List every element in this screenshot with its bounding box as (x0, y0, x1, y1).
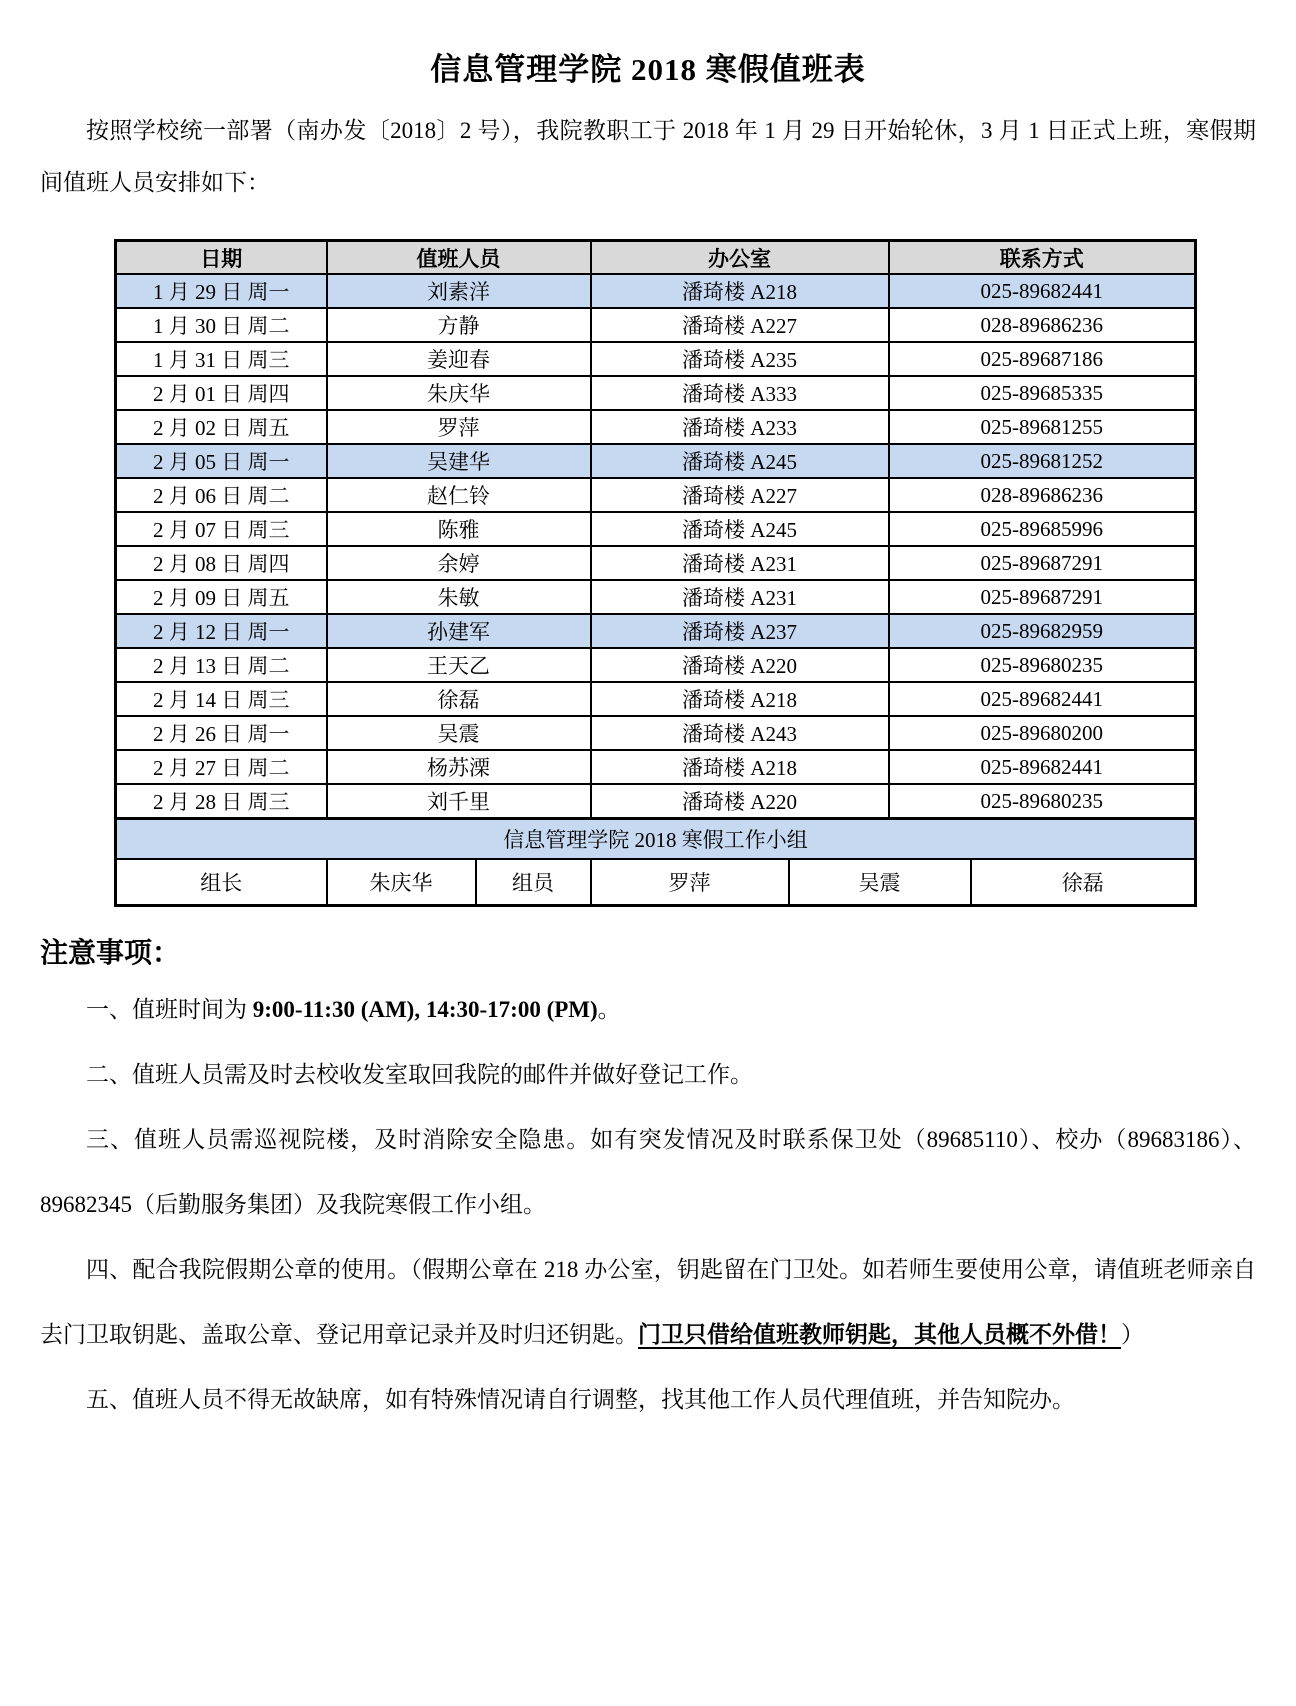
note-1 (40, 977, 1256, 1042)
table-row (116, 512, 1196, 546)
group-title-cell: 信息管理学院 2018 寒假工作小组 (116, 819, 1196, 860)
workgroup-section (116, 819, 1196, 906)
phone-cell: 025-89682441 (889, 750, 1196, 784)
office-cell: 潘琦楼 A231 (591, 580, 889, 614)
group-member-name: 罗萍 (591, 859, 789, 906)
table-row (116, 342, 1196, 376)
date-cell: 2 月 02 日 周五 (116, 410, 327, 444)
office-cell: 潘琦楼 A245 (591, 444, 889, 478)
office-cell: 潘琦楼 A233 (591, 410, 889, 444)
note-4-close-paren: ） (1121, 1322, 1144, 1347)
person-cell: 余婷 (327, 546, 591, 580)
office-cell: 潘琦楼 A235 (591, 342, 889, 376)
date-cell: 2 月 27 日 周二 (116, 750, 327, 784)
note-1-text: 一、值班时间为 (86, 997, 253, 1022)
group-member-name: 吴震 (789, 859, 971, 906)
phone-cell: 025-89681252 (889, 444, 1196, 478)
office-cell: 潘琦楼 A218 (591, 274, 889, 308)
column-header-person: 值班人员 (327, 241, 591, 275)
office-cell: 潘琦楼 A245 (591, 512, 889, 546)
office-cell: 潘琦楼 A231 (591, 546, 889, 580)
person-cell: 姜迎春 (327, 342, 591, 376)
person-cell: 赵仁铃 (327, 478, 591, 512)
column-header-phone: 联系方式 (889, 241, 1196, 275)
group-members-row (116, 859, 1196, 906)
group-title-row (116, 819, 1196, 860)
table-row (116, 308, 1196, 342)
person-cell: 刘千里 (327, 784, 591, 819)
phone-cell: 025-89680235 (889, 648, 1196, 682)
date-cell: 2 月 13 日 周二 (116, 648, 327, 682)
group-leader-label: 组长 (116, 859, 327, 906)
phone-cell: 025-89687186 (889, 342, 1196, 376)
phone-cell: 028-89686236 (889, 308, 1196, 342)
table-row (116, 716, 1196, 750)
note-4-text: 四、配合我院假期公章的使用。（假期公章在 218 办公室，钥匙留在门卫处。如若师生要使用公章，请值班老师亲自去门卫取钥匙、盖取公章、登记用章记录并及时归还钥匙。 (40, 1257, 1256, 1347)
person-cell: 朱庆华 (327, 376, 591, 410)
person-cell: 徐磊 (327, 682, 591, 716)
person-cell: 罗萍 (327, 410, 591, 444)
column-header-office: 办公室 (591, 241, 889, 275)
table-row (116, 750, 1196, 784)
phone-cell: 025-89682959 (889, 614, 1196, 648)
person-cell: 吴建华 (327, 444, 591, 478)
schedule-body (116, 274, 1196, 819)
table-row (116, 478, 1196, 512)
table-row (116, 580, 1196, 614)
office-cell: 潘琦楼 A218 (591, 750, 889, 784)
date-cell: 2 月 07 日 周三 (116, 512, 327, 546)
table-row (116, 784, 1196, 819)
note-4-warning: 门卫只借给值班教师钥匙，其他人员概不外借！ (638, 1322, 1121, 1347)
phone-cell: 028-89686236 (889, 478, 1196, 512)
note-4 (40, 1237, 1256, 1367)
phone-cell: 025-89682441 (889, 274, 1196, 308)
date-cell: 2 月 12 日 周一 (116, 614, 327, 648)
table-row (116, 648, 1196, 682)
notes-heading: 注意事项： (40, 938, 181, 969)
note-1-period: 。 (597, 997, 621, 1022)
page-title: 信息管理学院 2018 寒假值班表 (430, 52, 866, 87)
person-cell: 孙建军 (327, 614, 591, 648)
date-cell: 2 月 08 日 周四 (116, 546, 327, 580)
person-cell: 刘素洋 (327, 274, 591, 308)
date-cell: 2 月 01 日 周四 (116, 376, 327, 410)
office-cell: 潘琦楼 A218 (591, 682, 889, 716)
column-header-date: 日期 (116, 241, 327, 275)
phone-cell: 025-89680235 (889, 784, 1196, 819)
person-cell: 陈雅 (327, 512, 591, 546)
table-row (116, 444, 1196, 478)
table-row (116, 614, 1196, 648)
date-cell: 1 月 30 日 周二 (116, 308, 327, 342)
office-cell: 潘琦楼 A220 (591, 648, 889, 682)
intro-paragraph: 按照学校统一部署（南办发〔2018〕2 号），我院教职工于 2018 年 1 月 29 日开始轮休，3 月 1 日正式上班，寒假期间值班人员安排如下： (40, 118, 1256, 195)
office-cell: 潘琦楼 A243 (591, 716, 889, 750)
office-cell: 潘琦楼 A227 (591, 308, 889, 342)
office-cell: 潘琦楼 A220 (591, 784, 889, 819)
note-1-duty-hours: 9:00-11:30 (AM), 14:30-17:00 (PM) (252, 997, 598, 1022)
date-cell: 2 月 09 日 周五 (116, 580, 327, 614)
phone-cell: 025-89687291 (889, 546, 1196, 580)
phone-cell: 025-89680200 (889, 716, 1196, 750)
table-row (116, 376, 1196, 410)
note-2: 二、值班人员需及时去校收发室取回我院的邮件并做好登记工作。 (86, 1062, 753, 1087)
table-row (116, 546, 1196, 580)
date-cell: 1 月 29 日 周一 (116, 274, 327, 308)
person-cell: 吴震 (327, 716, 591, 750)
date-cell: 2 月 26 日 周一 (116, 716, 327, 750)
note-3: 三、值班人员需巡视院楼，及时消除安全隐患。如有突发情况及时联系保卫处（89685110）、校办（89683186）、89682345（后勤服务集团）及我院寒假工作小组。 (40, 1127, 1256, 1217)
date-cell: 2 月 05 日 周一 (116, 444, 327, 478)
person-cell: 朱敏 (327, 580, 591, 614)
phone-cell: 025-89682441 (889, 682, 1196, 716)
date-cell: 1 月 31 日 周三 (116, 342, 327, 376)
group-members-label: 组员 (476, 859, 591, 906)
note-5: 五、值班人员不得无故缺席，如有特殊情况请自行调整，找其他工作人员代理值班，并告知院办。 (86, 1387, 1075, 1412)
table-row (116, 682, 1196, 716)
phone-cell: 025-89685335 (889, 376, 1196, 410)
office-cell: 潘琦楼 A227 (591, 478, 889, 512)
group-leader-name: 朱庆华 (327, 859, 476, 906)
person-cell: 王天乙 (327, 648, 591, 682)
office-cell: 潘琦楼 A237 (591, 614, 889, 648)
phone-cell: 025-89685996 (889, 512, 1196, 546)
duty-schedule-table (114, 239, 1197, 907)
office-cell: 潘琦楼 A333 (591, 376, 889, 410)
phone-cell: 025-89687291 (889, 580, 1196, 614)
person-cell: 方静 (327, 308, 591, 342)
group-member-name: 徐磊 (971, 859, 1196, 906)
table-row (116, 410, 1196, 444)
date-cell: 2 月 28 日 周三 (116, 784, 327, 819)
table-header-row (116, 241, 1196, 275)
phone-cell: 025-89681255 (889, 410, 1196, 444)
table-row (116, 274, 1196, 308)
person-cell: 杨苏溧 (327, 750, 591, 784)
date-cell: 2 月 06 日 周二 (116, 478, 327, 512)
date-cell: 2 月 14 日 周三 (116, 682, 327, 716)
